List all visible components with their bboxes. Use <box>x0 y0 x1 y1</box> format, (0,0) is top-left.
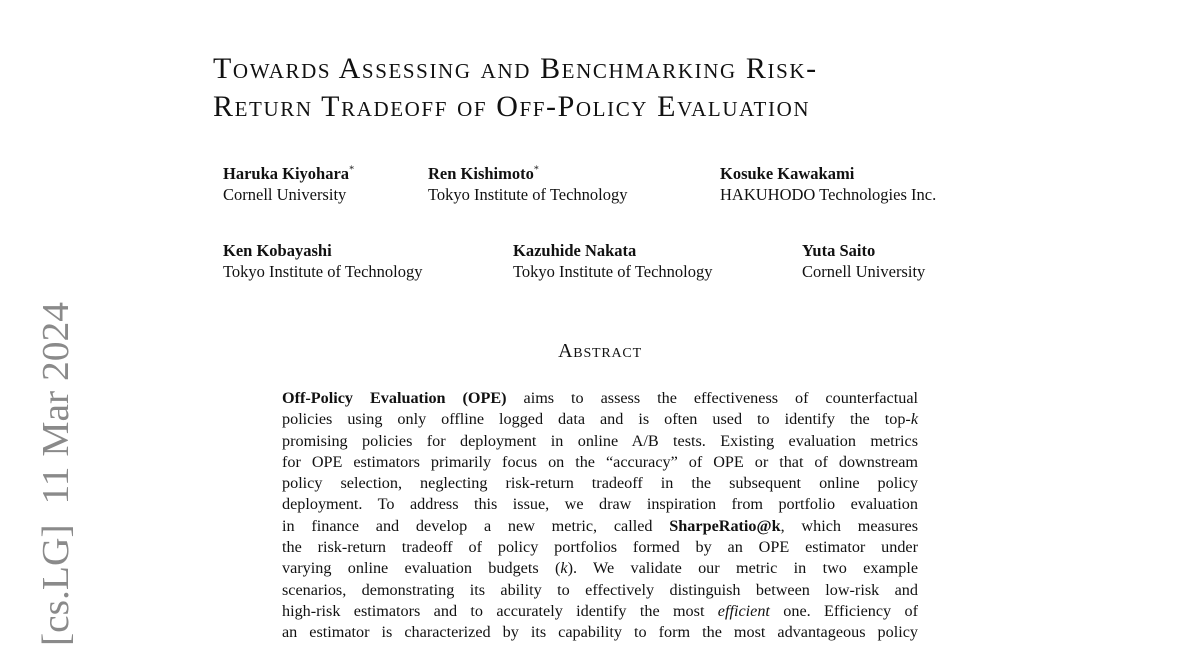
abstract-line: scenarios, demonstrating its ability to effectively distinguish between low-risk and <box>282 580 918 599</box>
author-affiliation: Tokyo Institute of Technology <box>428 185 628 204</box>
author-name: Kazuhide Nakata <box>513 241 637 260</box>
abstract-line: high-risk estimators and to accurately identify the most efficient one. Efficiency of <box>282 601 918 620</box>
abstract-line: an estimator is characterized by its capability to form the most advantageous policy <box>282 623 918 642</box>
author-block <box>223 240 422 282</box>
abstract-line: policy selection, neglecting risk-return tradeoff in the subsequent online policy <box>282 474 918 493</box>
abstract-line: promising policies for deployment in online A/B tests. Existing evaluation metrics <box>282 431 918 450</box>
abstract-line: policies using only offline logged data and is often used to identify the top-k <box>282 410 918 429</box>
author-affiliation: Cornell University <box>802 262 926 281</box>
author-name: Ren Kishimoto* <box>428 164 539 183</box>
author-name: Haruka Kiyohara* <box>223 164 355 183</box>
author-block <box>428 163 627 205</box>
paper-title <box>213 50 1033 126</box>
arxiv-stamp-text: [cs.LG] 11 Mar 2024 <box>35 314 77 646</box>
author-block <box>720 163 936 205</box>
title-line-2: Return Tradeoff of Off-Policy Evaluation <box>213 90 811 123</box>
author-affiliation: Tokyo Institute of Technology <box>223 262 423 281</box>
abstract-line: for OPE estimators primarily focus on the “accuracy” of OPE or that of downstream <box>282 452 918 471</box>
abstract-line: deployment. To address this issue, we draw inspiration from portfolio evaluation <box>282 495 918 514</box>
author-name: Ken Kobayashi <box>223 241 332 260</box>
abstract-line: Off-Policy Evaluation (OPE) aims to assess the effectiveness of counterfactual <box>282 389 919 407</box>
abstract-line: varying online evaluation budgets (k). We validate our metric in two example <box>282 559 919 578</box>
author-affiliation: Tokyo Institute of Technology <box>513 262 713 281</box>
author-block <box>223 163 354 205</box>
title-line-1: Towards Assessing and Benchmarking Risk- <box>213 52 818 85</box>
abstract-line: in finance and develop a new metric, called SharpeRatio@k, which measures <box>282 516 918 535</box>
abstract-heading: Abstract <box>558 340 642 362</box>
author-affiliation: HAKUHODO Technologies Inc. <box>720 185 937 204</box>
author-affiliation: Cornell University <box>223 185 347 204</box>
author-block <box>802 240 925 282</box>
abstract-line: the risk-return tradeoff of policy portfolios formed by an OPE estimator under <box>282 538 918 557</box>
author-name: Yuta Saito <box>802 241 876 260</box>
abstract-body <box>282 388 918 644</box>
author-name: Kosuke Kawakami <box>720 164 855 183</box>
author-block <box>513 240 712 282</box>
